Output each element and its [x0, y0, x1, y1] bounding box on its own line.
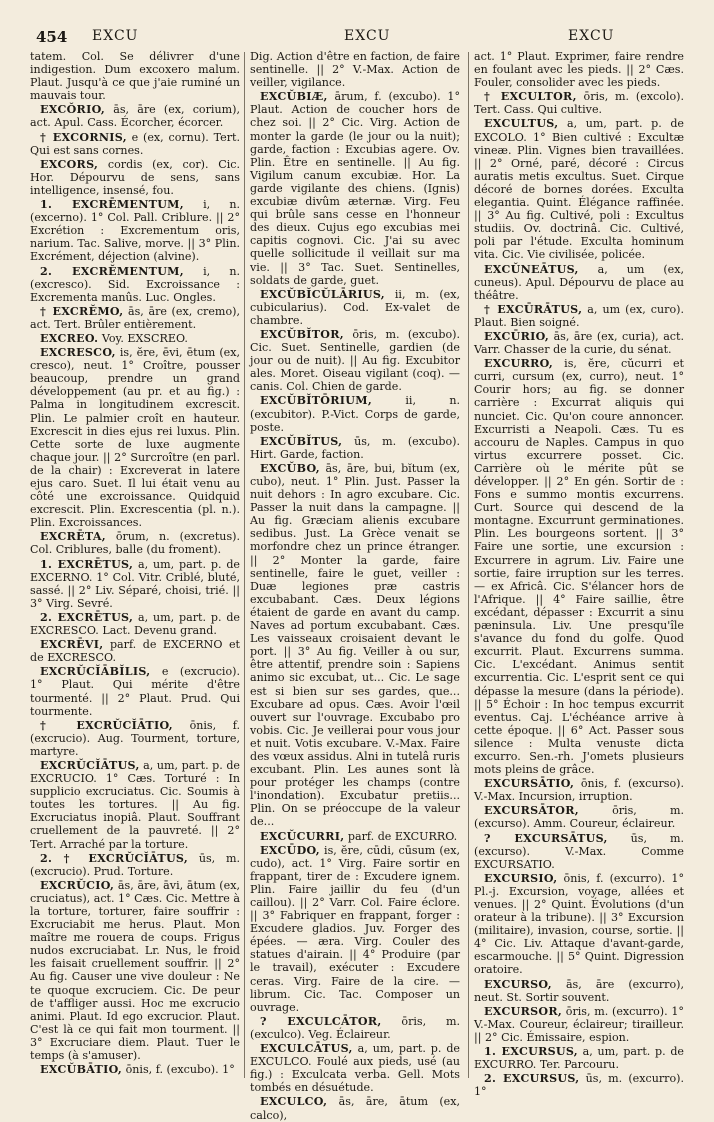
dictionary-entry	[30, 50, 240, 102]
entry-definition: a, um, part. p. de EXCRESCO. Lact. Devenu grand.	[30, 610, 240, 638]
entry-definition: ōnis, f. (excurso). V.-Max. Incursion, irruption.	[474, 777, 685, 804]
entry-definition: is, ĕre, cŭcurri et curri, cursum (ex, curro), neut. 1° Courir hors; au fig. se donner carrière : Excurrat aliquis qui nunciet. Cic. Qu'on coure annoncer. Excurristi a Neapoli. Cæs. Tu es accouru de Naples. Campus in quo virtus excurrere posset. Cic. Carrière où le mérite pût se développer. || 2° En gén. Sortir de : Fons e summo montis excurrens. Curt. Source qui descend de la montagne. Excurrunt germinationes. Plin. Les bourgeons sortent. || 3° Faire une sortie, une excursion : Excurrere in agrum. Liv. Faire une sortie, faire irruption sur les terres.— ex Africâ. Cic. S'élancer hors de l'Afrique. || 4° Faire saillie, être excédant, dépasser : Excurrit a sinu pæninsula. Liv. Une presqu'île s'avance du fond du golfe. Quod excurrit. Plaut. Excurrens summa. Cic. L'excédant. Animus sentit excurrentia. Cic. L'esprit sent ce qui dépasse la mesure (dans la période). || 5° Échoir : In hoc tempus excurrit eventus. Caj. L'échéance arrive à cette époque. || 6° Act. Passer sous silence : Multa venuste dicta excurro. Sen.-rh. J'omets plusieurs mots pleins de grâce.	[474, 357, 685, 777]
entry-headword: EXCRESCO,	[40, 346, 116, 360]
entry-headword: EXCŬBIÆ,	[260, 90, 328, 104]
dictionary-entry	[30, 530, 240, 556]
dictionary-entry	[474, 330, 684, 356]
entry-definition: a, um, part. p. de EXCULCO. Foulé aux pieds, usé (au fig.) : Exculcata verba. Gell. Mots tombés en désuétude.	[250, 1042, 460, 1095]
dictionary-entry	[474, 872, 684, 977]
entry-definition: ās, āre, āvi, ātum (ex, cruciatus), act. 1° Cæs. Cic. Mettre à la torture, torturer, faire souffrir : Excruciabit me herus. Plaut. Mon maître me rouera de coups. Frigus nudos excruciabat. Lr. Nus, le froid les faisait cruellement souffrir. || 2° Au fig. Causer une vive douleur : Ne te quoque excruciem. Cic. De peur de t'affliger aussi. Hoc me excrucio animi. Plaut. Id ego excrucior. Plaut. C'est là ce qui fait mon tourment. || 3° Excruciare diem. Plaut. Tuer le temps (à s'amuser).	[30, 878, 240, 1063]
entry-definition: ās, āre (ex, corium), act. Apul. Cass. Écorcher, écorcer.	[30, 103, 240, 130]
entry-definition: a, um, part. p. de EXCURRO. Ter. Parcouru.	[474, 1045, 684, 1072]
dictionary-entry	[474, 1005, 684, 1044]
entry-headword: EXCRŬCĬĀTUS,	[40, 758, 140, 772]
dictionary-entry	[30, 665, 240, 717]
dictionary-column-left	[30, 50, 240, 1080]
entry-definition: tatem. Col. Se délivrer d'une indigestion. Dum excoxero malum. Plaut. Jusqu'à ce que j'aie ruminé un mauvais tour.	[30, 50, 240, 103]
dictionary-entry	[30, 131, 240, 157]
dictionary-entry	[474, 117, 684, 261]
entry-definition: i, n. (excerno). 1° Col. Pall. Criblure. || 2° Excrétion : Excrementum oris, narium. Tac. Salive, morve. || 3° Plin. Excrément, déjection (alvine).	[30, 198, 240, 264]
entry-definition: is, ĕre, ēvi, ētum (ex, cresco), neut. 1° Croître, pousser beaucoup, prendre un grand développement (au pr. et au fig.) : Palma in longitudinem excrescit. Plin. Le palmier croît en hauteur. Excrescit in dies ejus rei luxus. Plin. Cette sorte de luxe augmente chaque jour. || 2° Surcroître (en parl. de la chair) : Excreverat in latere ejus caro. Suet. Il lui était venu au côté une excroissance. Quidquid excrescit. Plin. Excrescentia (pl. n.). Plin. Excroissances.	[30, 346, 240, 530]
entry-definition: ōris, m. (excubo). Cic. Suet. Sentinelle, gardien (de jour ou de nuit). || Au fig. Excubitor ales. Moret. Oiseau vigilant (coq). — canis. Col. Chien de garde.	[250, 327, 460, 394]
entry-headword: 1. EXCURSUS,	[484, 1045, 578, 1059]
entry-headword: EXCURSĀTOR,	[484, 804, 579, 818]
dictionary-entry	[30, 305, 240, 331]
running-headword-center: EXCU	[344, 28, 391, 44]
entry-definition: ōris, m. (excurso). Amm. Coureur, éclaireur.	[474, 804, 685, 831]
page-number: 454	[36, 28, 68, 46]
entry-headword: EXCULTUS,	[484, 117, 559, 131]
running-headword-right: EXCU	[568, 28, 615, 44]
entry-headword: ? EXCULCĀTOR,	[260, 1014, 382, 1028]
dictionary-entry	[474, 263, 684, 302]
entry-headword: EXCULCĀTUS,	[260, 1042, 353, 1056]
dictionary-entry	[474, 357, 684, 776]
dictionary-entry	[250, 1042, 460, 1094]
entry-definition: i, n. (excresco). Sid. Excroissance : Excrementa manûs. Luc. Ongles.	[30, 264, 240, 304]
entry-definition: ii, m. (ex, cubicularius). Cod. Ex-valet de chambre.	[250, 287, 461, 327]
entry-definition: ōris, m. (exculco). Veg. Éclaireur.	[250, 1014, 461, 1041]
entry-definition: ūs, m. (excubo). Hirt. Garde, faction.	[250, 434, 461, 461]
dictionary-entry	[250, 844, 460, 1014]
entry-headword: 2. † EXCRŬCĬĀTUS,	[40, 851, 189, 865]
entry-headword: EXCŪRIO,	[484, 329, 550, 343]
dictionary-entry	[250, 328, 460, 393]
entry-headword: EXCŬBĬTUS,	[260, 434, 343, 448]
entry-definition: cordis (ex, cor). Cic. Hor. Dépourvu de sens, sans intelligence, insensé, fou.	[30, 157, 240, 197]
entry-headword: EXCŬBO,	[260, 461, 320, 475]
entry-definition: ūs, m. (excurro). 1°	[474, 1072, 684, 1099]
entry-definition: e (excrucio). 1° Plaut. Qui mérite d'être tourmenté. || 2° Plaut. Prud. Qui tourmente.	[30, 665, 240, 718]
entry-headword: † EXCŪRĀTUS,	[484, 302, 583, 316]
entry-headword: EXCRŬCIO,	[40, 878, 115, 892]
column-divider	[468, 52, 469, 1078]
dictionary-entry	[30, 332, 240, 345]
entry-definition: ōrum, n. (excretus). Col. Criblures, balle (du froment).	[30, 530, 241, 557]
entry-definition: a, um, part. p. de EXCRUCIO. 1° Cæs. Torturé : In supplicio excruciatus. Cic. Soumis à toutes les tortures. || Au fig. Excruciatus inopiâ. Plaut. Souffrant cruellement de la pauvreté. || 2° Tert. Arraché par la torture.	[30, 758, 240, 851]
dictionary-entry	[30, 198, 240, 263]
entry-definition: ōris, m. (excurro). 1° V.-Max. Coureur, éclaireur; tirailleur. || 2° Cic. Émissaire, espion.	[474, 1004, 684, 1044]
dictionary-entry	[30, 719, 240, 758]
dictionary-entry	[30, 1063, 240, 1076]
entry-definition: ās, āre (excurro), neut. St. Sortir souvent.	[474, 977, 684, 1004]
dictionary-entry	[30, 265, 240, 304]
entry-definition: ās, āre, ātum (ex, calco),	[250, 1095, 460, 1122]
entry-definition: a, um (ex, cuneus). Apul. Dépourvu de place au théâtre.	[474, 262, 684, 302]
entry-definition: parf. de EXCERNO et de EXCRESCO.	[30, 638, 240, 665]
entry-definition: ās, āre (ex, curia), act. Varr. Chasser de la curie, du sénat.	[474, 329, 684, 357]
entry-definition: is, ĕre, cūdi, cūsum (ex, cudo), act. 1° Virg. Faire sortir en frappant, tirer de : Excudere ignem. Plin. Faire jaillir du feu (d'un caillou). || 2° Varr. Col. Faire éclore. || 3° Fabriquer en frappant, forger : Excudere gladios. Juv. Forger des épées. — æra. Virg. Couler des statues d'airain. || 4° Produire (par le travail), exécuter : Excudere ceras. Virg. Faire de la cire. — librum. Cic. Tac. Composer un ouvrage.	[250, 843, 460, 1014]
dictionary-entry	[250, 1095, 460, 1121]
entry-headword: ? EXCURSĀTUS,	[484, 831, 608, 845]
column-divider	[244, 52, 245, 1078]
entry-definition: ōnis, f. (excurro). 1° Pl.-j. Excursion, voyage, allées et venues. || 2° Quint. Évolutions (d'un orateur à la tribune). || 3° Excursion (militaire), invasion, course, sortie. || 4° Cic. Liv. Attaque d'avant-garde, escarmouche. || 5° Quint. Digression oratoire.	[474, 871, 684, 977]
entry-definition: a, um, part. p. de EXCERNO. 1° Col. Vitr. Criblé, bluté, sassé. || 2° Liv. Séparé, choisi, trié. || 3° Virg. Sevré.	[30, 557, 240, 610]
entry-definition: ās, āre (ex, cremo), act. Tert. Brûler entièrement.	[30, 304, 240, 331]
dictionary-entry	[250, 830, 460, 843]
dictionary-column-middle	[250, 50, 461, 1122]
entry-definition: a, um, part. p. de EXCOLO. 1° Bien cultivé : Excultæ vineæ. Plin. Vignes bien travaillées. || 2° Orné, paré, décoré : Circus auratis metis excultus. Suet. Cirque décoré de bornes dorées. Exculta elegantia. Quint. Élégance raffinée. || 3° Au fig. Cultivé, poli : Excultus studiis. Ov. doctrinâ. Cic. Cultivé, poli par l'étude. Exculta hominum vita. Cic. Vie civilisée, policée.	[474, 117, 684, 262]
entry-headword: EXCŬBĬTŌRIUM,	[260, 394, 372, 408]
dictionary-entry	[30, 103, 240, 129]
entry-headword: EXCRŬCĬĀBĬLIS,	[40, 665, 151, 679]
entry-definition: ūs, m. (excurso). V.-Max. Comme EXCURSATIO.	[474, 831, 685, 871]
entry-headword: EXCŬCURRI,	[260, 829, 345, 843]
entry-definition: ōris, m. (excolo). Tert. Cass. Qui cultive.	[474, 90, 684, 117]
dictionary-entry	[30, 638, 240, 664]
entry-definition: Voy. EXSCREO.	[101, 331, 188, 345]
entry-headword: 2. EXCURSUS,	[484, 1072, 580, 1086]
entry-headword: EXCURSO,	[484, 977, 552, 991]
page-header	[0, 28, 714, 50]
entry-headword: 1. EXCRĒMENTUM,	[40, 198, 184, 212]
dictionary-entry	[250, 50, 460, 89]
entry-headword: EXCŬBĀTIO,	[40, 1063, 123, 1077]
entry-headword: 1. EXCRĒTUS,	[40, 557, 134, 571]
dictionary-entry	[30, 879, 240, 1062]
entry-headword: EXCURRO,	[484, 357, 554, 371]
running-headword-left: EXCU	[92, 28, 139, 44]
dictionary-entry	[474, 832, 684, 871]
dictionary-entry	[474, 50, 684, 89]
entry-definition: act. 1° Plaut. Exprimer, faire rendre en foulant avec les pieds. || 2° Cæs. Fouler, consolider avec les pieds.	[474, 50, 684, 90]
entry-definition: ii, n. (excubitor). P.-Vict. Corps de garde, poste.	[250, 394, 460, 434]
entry-headword: EXCŎRIO,	[40, 103, 106, 117]
entry-definition: ās, āre, bui, bĭtum (ex, cubo), neut. 1° Plin. Just. Passer la nuit dehors : In agro excubare. Cic. Passer la nuit dans la campagne. || Au fig. Græciam alienis excubare sedibus. Just. La Grèce venait se morfondre chez un prince étranger. || 2° Monter la garde, faire sentinelle, faire le guet, veiller : Duæ legiones præ castris excubabant. Cæs. Deux légions étaient de garde en avant du camp. Naves ad portum excubabant. Cæs. Les vaisseaux croisaient devant le port. || 3° Au fig. Veiller à ou sur, être attentif, prendre soin : Sapiens animo sic excubat, ut... Cic. Le sage est si bien sur ses gardes, que... Excubare ad opus. Cæs. Avoir l'œil ouvert sur l'ouvrage. Excubabo pro vobis. Cic. Je veillerai pour vous jour et nuit. Votis excubare. V.-Max. Faire des vœux assidus. Alni in tutelâ ruris excubant. Plin. Les aunes sont là pour protéger les champs (contre l'inondation). Excubatur pretiis... Plin. On se préoccupe de la valeur de...	[250, 461, 461, 829]
dictionary-entry	[250, 462, 460, 829]
dictionary-entry	[30, 759, 240, 851]
entry-headword: EXCŬNEĀTUS,	[484, 262, 579, 276]
dictionary-entry	[30, 852, 240, 878]
dictionary-entry	[250, 90, 460, 286]
entry-headword: † EXCORNIS,	[40, 130, 127, 144]
entry-headword: EXCRĒTA,	[40, 530, 106, 544]
entry-headword: EXCURSĀTIO,	[484, 777, 575, 791]
dictionary-entry	[30, 558, 240, 610]
dictionary-entry	[474, 1072, 684, 1098]
dictionary-entry	[30, 346, 240, 529]
entry-definition: a, um (ex, curo). Plaut. Bien soigné.	[474, 302, 685, 329]
entry-headword: EXCREO.	[40, 331, 99, 345]
dictionary-entry	[474, 804, 684, 830]
dictionary-entry	[474, 777, 684, 803]
dictionary-entry	[30, 611, 240, 637]
dictionary-entry	[250, 288, 460, 327]
entry-headword: EXCURSIO,	[484, 871, 558, 885]
entry-headword: EXCURSOR,	[484, 1004, 563, 1018]
entry-definition: parf. de EXCURRO.	[347, 829, 458, 843]
entry-headword: EXCRĒVI,	[40, 638, 104, 652]
entry-definition: Dig. Action d'être en faction, de faire sentinelle. || 2° V.-Max. Action de veiller, vigilance.	[250, 50, 460, 90]
entry-headword: 2. EXCRĔMENTUM,	[40, 264, 184, 278]
entry-headword: EXCULCO,	[260, 1095, 328, 1109]
entry-headword: EXCŬBĬTOR,	[260, 327, 344, 341]
dictionary-entry	[474, 90, 684, 116]
entry-definition: ūs, m. (excrucio). Prud. Torture.	[30, 851, 241, 878]
dictionary-entry	[474, 1045, 684, 1071]
entry-headword: EXCŬBĬCŬLĀRIUS,	[260, 287, 385, 301]
entry-headword: † EXCRŬCĬĀTIO,	[40, 718, 173, 732]
dictionary-entry	[474, 978, 684, 1004]
entry-definition: ōnis, f. (excubo). 1°	[125, 1063, 235, 1077]
entry-headword: EXCŪDO,	[260, 843, 320, 857]
entry-headword: † EXCULTOR,	[484, 90, 577, 104]
dictionary-entry	[30, 158, 240, 197]
dictionary-column-right	[474, 50, 685, 1099]
entry-headword: † EXCRĔMO,	[40, 304, 124, 318]
dictionary-entry	[474, 303, 684, 329]
entry-headword: EXCORS,	[40, 157, 99, 171]
dictionary-entry	[250, 435, 460, 461]
entry-definition: e (ex, cornu). Tert. Qui est sans cornes.	[30, 130, 240, 157]
dictionary-entry	[250, 394, 460, 433]
entry-headword: 2. EXCRĒTUS,	[40, 610, 134, 624]
dictionary-entry	[250, 1015, 460, 1041]
entry-definition: ōnis, f. (excrucio). Aug. Tourment, torture, martyre.	[30, 718, 240, 758]
entry-definition: ārum, f. (excubo). 1° Plaut. Action de coucher hors de chez soi. || 2° Cic. Virg. Action de monter la garde (le jour ou la nuit); garde, faction : Excubias agere. Ov. Plin. Être en sentinelle. || Au fig. Vigilum canum excubiæ. Hor. La garde vigilante des chiens. (Ignis) excubiæ divûm æternæ. Virg. Feu qui brûle sans cesse en l'honneur des dieux. Cujus ego excubias mei capitis cognovi. Cic. J'ai su avec quelle sollicitude il veillait sur ma vie. || 3° Tac. Suet. Sentinelles, soldats de garde, guet.	[250, 90, 461, 287]
